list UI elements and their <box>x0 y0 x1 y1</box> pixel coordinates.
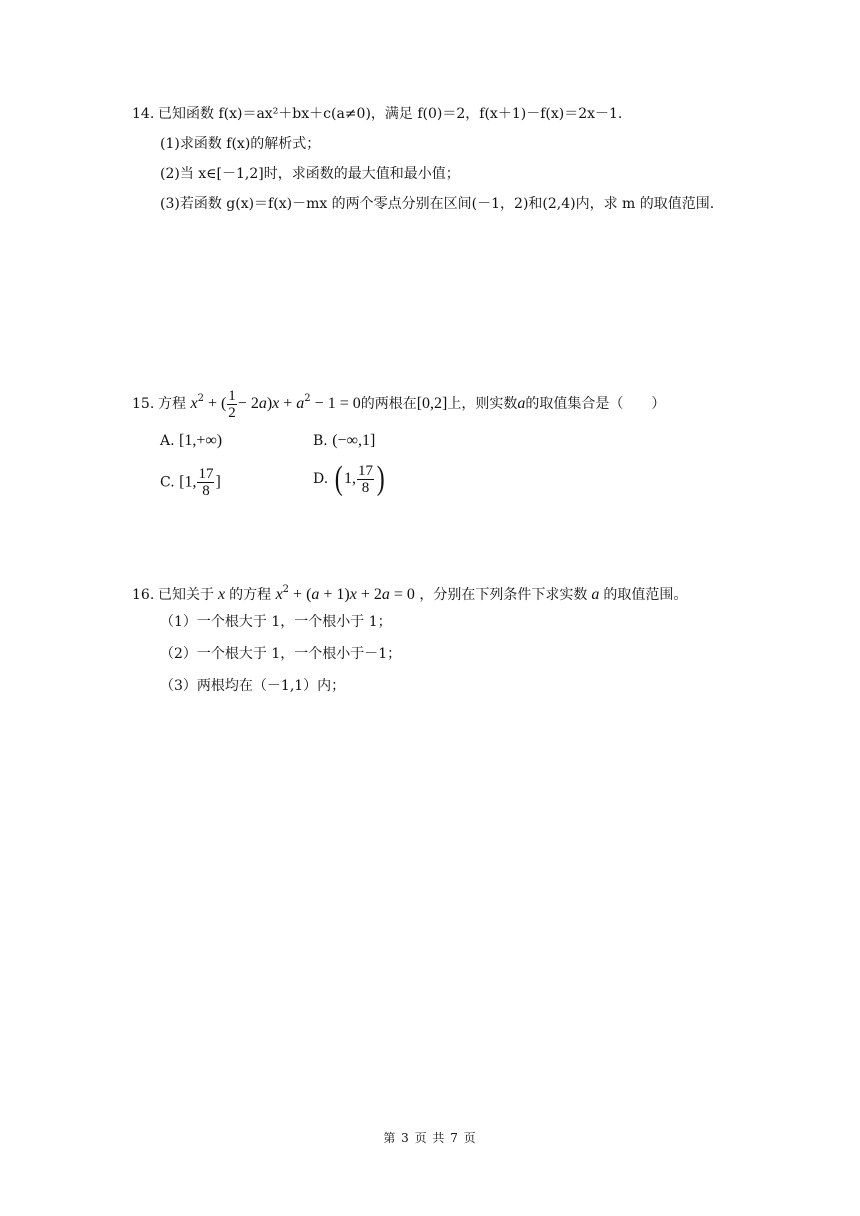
fraction-one-half: $\frac{1}{2}$ <box>228 387 236 421</box>
question-16-part-1: （1）一个根大于 1，一个根小于 1； <box>160 614 392 630</box>
question-15-stem <box>132 380 665 423</box>
fraction-17-8: $\frac{17}{8}$ <box>357 462 373 496</box>
question-16-stem: 16. 已知关于 x 的方程 $x^2 + (a + 1)x + 2a = 0$ ，分别在下列条件下求实数 a 的取值范围。 <box>132 584 688 603</box>
option-d: D. ( 1, $\frac{17}{8}$ ) <box>313 460 385 497</box>
question-number: 16. <box>132 587 155 603</box>
question-text: 上，则实数 <box>447 396 518 412</box>
option-b: B. (−∞,1] <box>313 432 376 449</box>
question-16-part-3: （3）两根均在（－1,1）内； <box>160 678 346 694</box>
variable-x: x <box>214 586 230 603</box>
option-b-value: (−∞,1] <box>332 432 376 449</box>
question-number: 14. <box>132 106 155 122</box>
question-14-stem <box>132 104 622 124</box>
question-14-part-3: (3)若函数 g(x)＝f(x)－mx 的两个零点分别在区间(－1，2)和(2,4)内，求 m 的取值范围. <box>160 196 715 212</box>
option-c: C. [1, $\frac{17}{8}$ ] <box>160 466 221 499</box>
question-text: 的取值集合是（ ） <box>525 396 666 412</box>
question-number: 15. <box>132 396 155 412</box>
page-footer: 第 3 页 共 7 页 <box>383 1131 477 1145</box>
question-text-prefix: 方程 <box>158 396 186 412</box>
option-a: A. [1,+∞) <box>160 432 223 449</box>
equation: $x^2$ + ( $\frac{1}{2}$ − $2a)x + a^2 - 1 = 0$ <box>190 387 361 421</box>
question-16-part-2: （2）一个根大于 1，一个根小于－1； <box>160 646 402 662</box>
question-text: 已知函数 f(x)＝ax²＋bx＋c(a≠0)，满足 f(0)＝2，f(x＋1)－f(x)＝2x－1. <box>158 106 623 122</box>
variable-a: a <box>517 395 526 412</box>
variable-a: a <box>587 586 604 603</box>
equation: $x^2 + (a + 1)x + 2a = 0$ <box>275 584 415 603</box>
question-text: 的两根在 <box>360 396 417 412</box>
question-14-part-1: (1)求函数 f(x)的解析式； <box>160 136 321 152</box>
interval: [0,2] <box>416 395 448 412</box>
question-14-part-2: (2)当 x∈[－1,2]时，求函数的最大值和最小值； <box>160 166 460 182</box>
fraction-17-8: $\frac{17}{8}$ <box>198 466 214 499</box>
option-a-value: [1,+∞) <box>179 432 223 449</box>
